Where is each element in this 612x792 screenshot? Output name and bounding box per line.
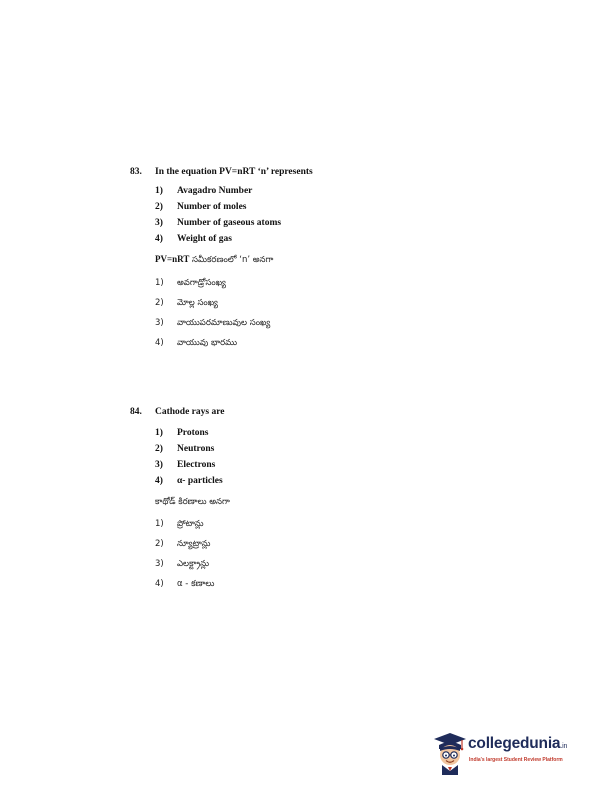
option-number: 3) (155, 559, 164, 569)
option-1 (155, 186, 252, 196)
mascot-icon (432, 731, 468, 775)
option-text: Neutrons (177, 444, 215, 454)
option-number: 1) (155, 278, 164, 288)
option-number: 2) (155, 202, 163, 212)
option-text: Electrons (177, 460, 216, 470)
telugu-option-3 (155, 559, 209, 571)
option-number: 3) (155, 318, 164, 328)
option-text: వాయువు భారము (177, 338, 238, 348)
option-text: మోల్ల సంఖ్య (177, 298, 218, 308)
telugu-question-text: కాథోడ్ కిరణాలు అనగా (155, 497, 230, 507)
option-text: Protons (177, 428, 209, 438)
option-number: 3) (155, 218, 163, 228)
question-number: 83. (130, 167, 142, 177)
option-text: Number of gaseous atoms (177, 218, 282, 228)
option-number: 2) (155, 298, 164, 308)
option-2 (155, 444, 214, 454)
telugu-question-prefix: PV=nRT (155, 254, 190, 264)
option-text: α - కణాలు (177, 579, 215, 589)
telugu-option-2 (155, 539, 210, 551)
telugu-option-1 (155, 278, 226, 290)
option-2 (155, 202, 246, 212)
option-text: α- particles (177, 476, 223, 486)
logo-suffix: .in (560, 743, 568, 750)
option-text: Avagadro Number (177, 186, 253, 196)
collegedunia-logo[interactable] (432, 731, 592, 775)
option-text: న్యూట్రాన్లు (177, 539, 211, 549)
option-3 (155, 460, 215, 470)
option-number: 4) (155, 338, 164, 348)
option-3 (155, 218, 281, 228)
option-number: 4) (155, 476, 163, 486)
telugu-question (155, 496, 230, 509)
option-4 (155, 234, 232, 244)
option-number: 1) (155, 519, 164, 529)
option-text: వాయుపరమాణువుల సంఖ్య (177, 318, 271, 328)
option-number: 3) (155, 460, 163, 470)
logo-wordmark (468, 735, 567, 753)
question-number: 84. (130, 407, 142, 417)
option-number: 4) (155, 234, 163, 244)
question-text: In the equation PV=nRT ‘n’ represents (155, 167, 313, 177)
option-number: 1) (155, 428, 163, 438)
telugu-option-4 (155, 579, 214, 591)
telugu-option-1 (155, 519, 204, 531)
option-4 (155, 476, 223, 486)
option-text: ఎలక్ట్రాన్లు (177, 559, 210, 569)
option-text: Weight of gas (177, 234, 232, 244)
option-number: 2) (155, 444, 163, 454)
logo-word: collegedunia (468, 735, 561, 752)
option-text: అవగాడ్రోసంఖ్య (177, 278, 226, 288)
option-number: 4) (155, 579, 164, 589)
option-text: Number of moles (177, 202, 247, 212)
telugu-question-text: సమీకరణంలో ‘n’ అనగా (189, 255, 274, 265)
option-1 (155, 428, 209, 438)
option-text: ప్రోటాన్లు (177, 519, 204, 529)
telugu-option-4 (155, 338, 237, 350)
telugu-option-2 (155, 298, 218, 310)
telugu-option-3 (155, 318, 270, 330)
logo-tagline: India's largest Student Review Platform (469, 757, 563, 763)
option-number: 2) (155, 539, 164, 549)
option-number: 1) (155, 186, 163, 196)
question-text: Cathode rays are (155, 407, 225, 417)
telugu-question (155, 254, 273, 267)
